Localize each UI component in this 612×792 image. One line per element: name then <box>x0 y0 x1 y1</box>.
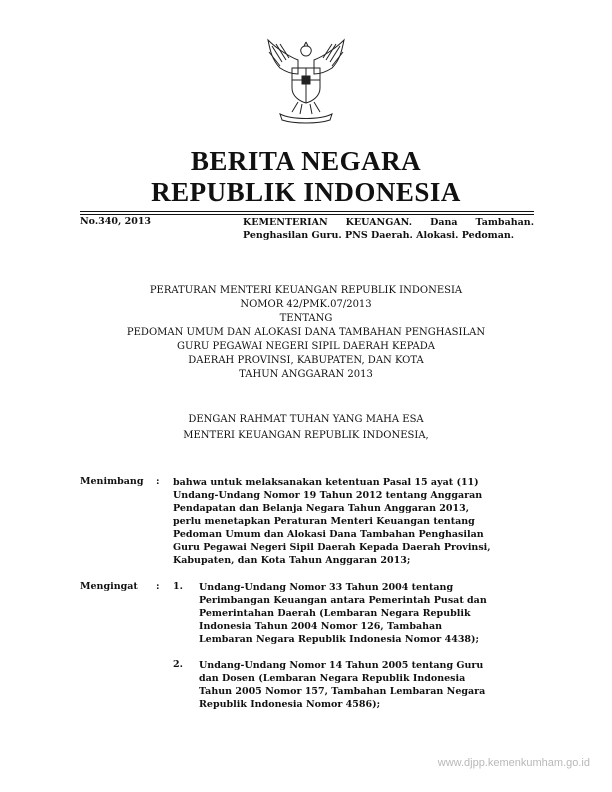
paragraph-line: Kabupaten, dan Kota Tahun Anggaran 2013; <box>173 555 411 566</box>
paragraph-line: perlu menetapkan Peraturan Menteri Keuangan tentang <box>173 516 475 527</box>
list-item-number: 2. <box>173 659 183 670</box>
paragraph-line: Undang-Undang Nomor 19 Tahun 2012 tentang Anggaran <box>173 490 483 501</box>
header-rule-thin <box>80 214 534 215</box>
list-item-line: Lembaran Negara Republik Indonesia Nomor 4438); <box>199 634 480 645</box>
title-line-1: BERITA NEGARA <box>190 146 422 176</box>
mengingat-label: Mengingat <box>80 581 138 592</box>
list-item <box>199 659 534 711</box>
list-item-line: Republik Indonesia Nomor 4586); <box>199 699 381 710</box>
list-item-line: Tahun 2005 Nomor 157, Tambahan Lembaran Negara <box>199 686 486 697</box>
paragraph-line: Pedoman Umum dan Alokasi Dana Tambahan Penghasilan <box>173 529 484 540</box>
header-rule <box>80 211 534 212</box>
document-subject: KEMENTERIAN KEUANGAN. Dana Tambahan. Penghasilan Guru. PNS Daerah. Alokasi. Pedoman. <box>243 217 534 241</box>
list-item-line: dan Dosen (Lembaran Negara Republik Indonesia <box>199 673 466 684</box>
document-number: No.340, 2013 <box>80 216 152 227</box>
regulation-line: NOMOR 42/PMK.07/2013 <box>240 299 372 310</box>
list-item-line: Pemerintahan Daerah (Lembaran Negara Republik <box>199 608 471 619</box>
paragraph-line: bahwa untuk melaksanakan ketentuan Pasal 15 ayat (11) <box>173 477 479 488</box>
list-item-line: Undang-Undang Nomor 14 Tahun 2005 tentang Guru <box>199 660 484 671</box>
preamble-line: DENGAN RAHMAT TUHAN YANG MAHA ESA <box>188 414 424 425</box>
preamble <box>60 412 552 444</box>
mengingat-colon: : <box>156 581 160 592</box>
regulation-line: DAERAH PROVINSI, KABUPATEN, DAN KOTA <box>188 355 424 366</box>
watermark-link[interactable]: www.djpp.kemenkumham.go.id <box>437 757 590 769</box>
list-item-line: Indonesia Tahun 2004 Nomor 126, Tambahan <box>199 621 443 632</box>
menimbang-paragraph <box>173 476 534 567</box>
regulation-line: PERATURAN MENTERI KEUANGAN REPUBLIK INDONESIA <box>149 285 463 296</box>
paragraph-line: Pendapatan dan Belanja Negara Tahun Anggaran 2013, <box>173 503 470 514</box>
regulation-line: TENTANG <box>279 313 333 324</box>
list-item-number: 1. <box>173 581 183 592</box>
menimbang-colon: : <box>156 476 160 487</box>
regulation-line: PEDOMAN UMUM DAN ALOKASI DANA TAMBAHAN PENGHASILAN <box>126 327 486 338</box>
regulation-title <box>60 284 552 382</box>
garuda-emblem-icon <box>258 38 354 124</box>
title-line-2: REPUBLIK INDONESIA <box>151 177 461 207</box>
menimbang-label: Menimbang <box>80 476 144 487</box>
list-item-line: Undang-Undang Nomor 33 Tahun 2004 tentang <box>199 582 454 593</box>
paragraph-line: Guru Pegawai Negeri Sipil Daerah Kepada Daerah Provinsi, <box>173 542 491 553</box>
regulation-line: TAHUN ANGGARAN 2013 <box>239 369 373 380</box>
preamble-line: MENTERI KEUANGAN REPUBLIK INDONESIA, <box>183 430 429 441</box>
list-item-line: Perimbangan Keuangan antara Pemerintah Pusat dan <box>199 595 487 606</box>
regulation-line: GURU PEGAWAI NEGERI SIPIL DAERAH KEPADA <box>176 341 436 352</box>
list-item <box>199 581 534 646</box>
